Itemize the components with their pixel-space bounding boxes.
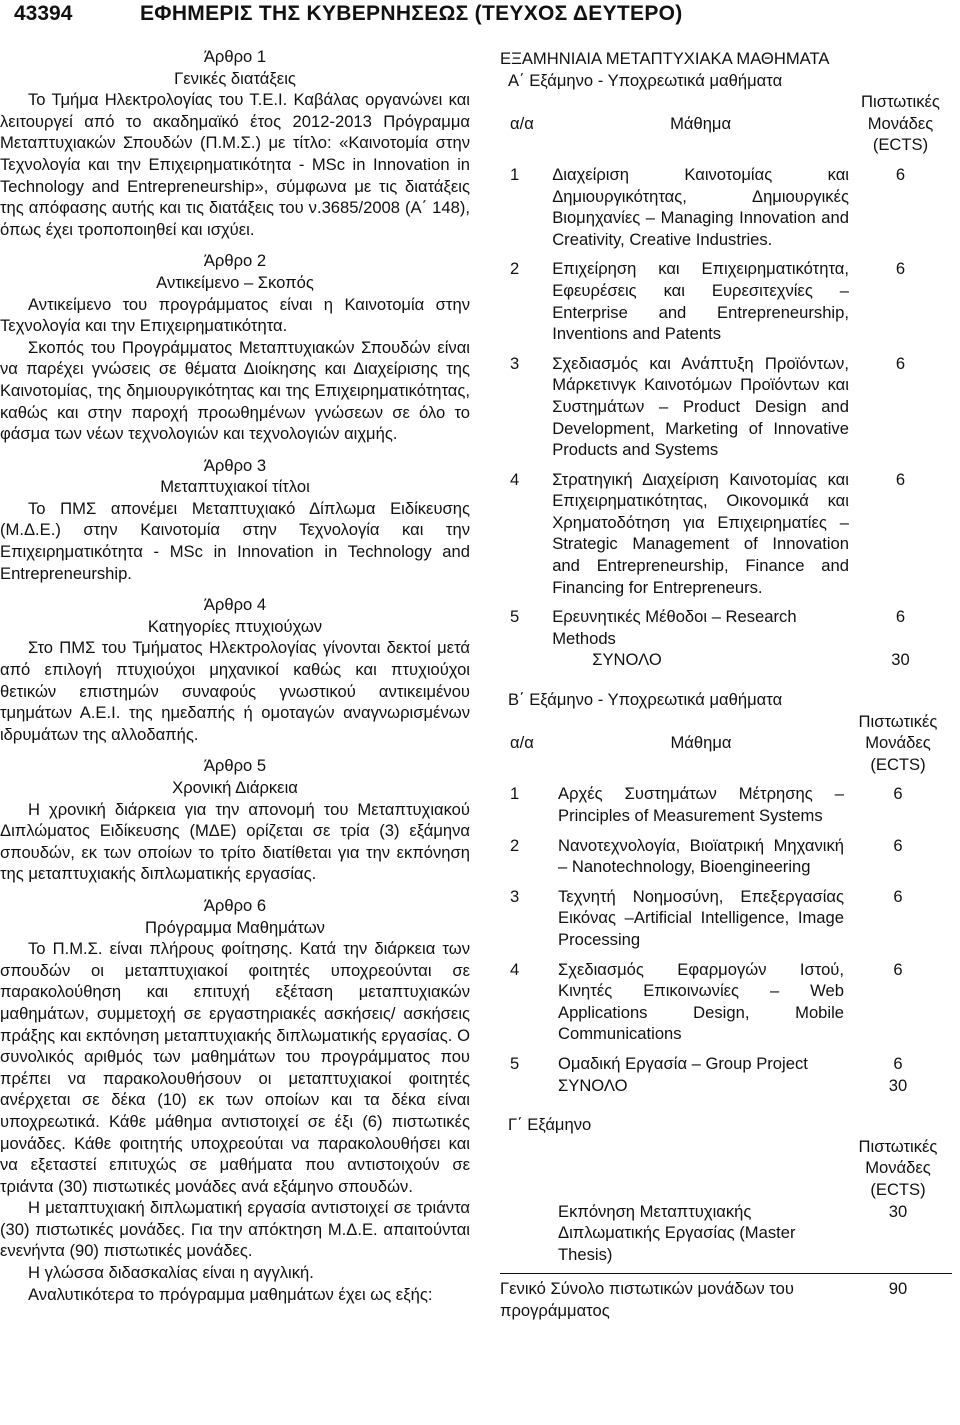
article-3-title: Άρθρο 3 bbox=[203, 455, 267, 475]
col-header-ects: Πιστωτικές Μονάδες (ECTS) bbox=[858, 1136, 938, 1199]
semester-c-table bbox=[500, 1136, 952, 1322]
row-number: 3 bbox=[510, 353, 520, 373]
left-column bbox=[0, 46, 470, 1305]
right-column bbox=[500, 48, 952, 1321]
page-header bbox=[0, 2, 960, 38]
semester-c-title: Γ΄ Εξάμηνο bbox=[508, 1115, 592, 1135]
article-6-paragraph: Το Π.Μ.Σ. είναι πλήρους φοίτησης. Κατά την διάρκεια των σπουδών οι μεταπτυχιακοί φοιτητές υποχρεούνται σε παρακολούθηση και επιτυχή εξέταση μεταπτυχιακών μαθημάτων, συμμετοχή σε εργαστηριακές ασκήσεις/ ασκήσεις πράξης και εκπόνηση μεταπτυχιακής διπλωματικής εργασίας. Ο συνολικός αριθμός των μαθημάτων του προγράμματος που πρέπει να παρακολουθήσουν οι μεταπτυχιακοί φοιτητές ανέρχεται σε δέκα (10) εκ των οποίων και τα δέκα είναι υποχρεωτικά. Κάθε μάθημα αντιστοιχεί σε έξι (6) πιστωτικές μονάδες. Κάθε φοιτητής υποχρεούται να παρακολουθήσει και να εξεταστεί επιτυχώς σε μαθήματα που αντιστοιχούν σε τριάντα (30) πιστωτικές μονάδες ανά εξάμηνο σπουδών. bbox=[0, 939, 470, 1196]
course-ects: 6 bbox=[893, 886, 903, 906]
col-header-course: Μάθημα bbox=[670, 113, 732, 133]
row-number: 5 bbox=[510, 1053, 520, 1073]
course-ects: 6 bbox=[893, 835, 903, 855]
table-row bbox=[500, 1053, 952, 1075]
grand-total-value: 90 bbox=[844, 1274, 952, 1322]
total-value: 30 bbox=[888, 1075, 908, 1095]
row-number: 3 bbox=[510, 886, 520, 906]
page-number: 43394 bbox=[14, 2, 73, 25]
table-row bbox=[500, 1201, 952, 1266]
col-header-ects: Πιστωτικές Μονάδες (ECTS) bbox=[858, 711, 938, 774]
course-name: Ερευνητικές Μέθοδοι – Research Methods bbox=[552, 607, 797, 648]
article-2-paragraph: Σκοπός του Προγράμματος Μεταπτυχιακών Σπουδών είναι να παρέχει γνώσεις σε θέματα Διοίκησης και Διαχείρισης της Καινοτομίας, της δημιουργικότητας και της Επιχειρηματικότητας, καθώς και στην παροχή προωθημένων γνώσεων σε όλο το φάσμα των νέων τεχνολογιών και τεχνολογιών αιχμής. bbox=[0, 337, 470, 444]
total-row bbox=[500, 649, 952, 675]
row-number: 2 bbox=[510, 835, 520, 855]
table-row bbox=[500, 606, 952, 649]
grand-total-label: Γενικό Σύνολο πιστωτικών μονάδων του προγράμματος bbox=[500, 1274, 844, 1322]
course-name: Σχεδιασμός και Ανάπτυξη Προϊόντων, Μάρκετινγκ Καινοτόμων Προϊόντων και Συστημάτων – Product Design and Development, Marketing of Innovative Products and Systems bbox=[552, 353, 849, 460]
row-number: 1 bbox=[510, 784, 520, 804]
course-ects: 30 bbox=[888, 1201, 908, 1221]
article-6-paragraph: Αναλυτικότερα το πρόγραμμα μαθημάτων έχει ως εξής: bbox=[28, 1284, 433, 1304]
table-row bbox=[500, 353, 952, 461]
grand-total-row bbox=[500, 1274, 952, 1322]
article-1-text: Το Τμήμα Ηλεκτρολογίας του Τ.Ε.Ι. Καβάλας οργανώνει και λειτουργεί από το ακαδημαϊκό έτος 2012-2013 Πρόγραμμα Μεταπτυχιακών Σπουδών (Π.Μ.Σ.) με τίτλο: «Καινοτομία στην Τεχνολογία και την Επιχειρηματικότητα - MSc in Innovation in Technology and Entrepreneurship», σύμφωνα με τις διατάξεις της απόφασης αυτής και τις διατάξεις του ν.3685/2008 (Α΄ 148), όπως έχει τροποποιηθεί και ισχύει. bbox=[0, 90, 470, 239]
course-ects: 6 bbox=[895, 164, 906, 184]
article-5-title: Άρθρο 5 bbox=[203, 756, 267, 776]
course-ects: 6 bbox=[893, 959, 903, 979]
course-ects: 6 bbox=[895, 607, 906, 627]
course-name: Νανοτεχνολογία, Βιοϊατρική Μηχανική – Nanotechnology, Bioengineering bbox=[558, 835, 844, 877]
col-header-aa: α/α bbox=[510, 733, 534, 753]
table-row bbox=[500, 835, 952, 878]
row-number: 4 bbox=[510, 959, 520, 979]
article-2-paragraph: Αντικείμενο του προγράμματος είναι η Καινοτομία στην Τεχνολογία και την Επιχειρηματικότητα. bbox=[0, 294, 470, 336]
row-number: 2 bbox=[510, 259, 520, 279]
course-ects: 6 bbox=[895, 259, 906, 279]
semester-b-table bbox=[500, 711, 952, 1101]
total-value: 30 bbox=[891, 650, 910, 670]
total-label: ΣΥΝΟΛΟ bbox=[558, 1075, 628, 1095]
gazette-title: ΕΦΗΜΕΡΙΣ ΤΗΣ ΚΥΒΕΡΝΗΣΕΩΣ (ΤΕΥΧΟΣ ΔΕΥΤΕΡΟ) bbox=[140, 2, 683, 25]
article-6-paragraph: Η γλώσσα διδασκαλίας είναι η αγγλική. bbox=[28, 1263, 314, 1283]
article-3-subtitle: Μεταπτυχιακοί τίτλοι bbox=[160, 477, 310, 497]
article-2-subtitle: Αντικείμενο – Σκοπός bbox=[156, 272, 314, 292]
article-6-title: Άρθρο 6 bbox=[203, 895, 267, 915]
article-3-text: Το ΠΜΣ απονέμει Μεταπτυχιακό Δίπλωμα Ειδίκευσης (Μ.Δ.Ε.) στην Καινοτομία στην Τεχνολογία και την Επιχειρηματικότητα - MSc in Innovation in Technology and Entrepreneurship. bbox=[0, 498, 470, 583]
course-name: Διαχείριση Καινοτομίας και Δημιουργικότητας, Δημιουργικές Βιομηχανίες – Managing Innovation and Creativity, Creative Industries. bbox=[552, 164, 849, 249]
course-ects: 6 bbox=[895, 469, 906, 489]
article-4-title: Άρθρο 4 bbox=[203, 595, 267, 615]
table-row bbox=[500, 959, 952, 1045]
course-name: Σχεδιασμός Εφαρμογών Ιστού, Κινητές Επικοινωνίες – Web Applications Design, Mobile Communications bbox=[558, 959, 844, 1044]
col-header-course: Μάθημα bbox=[670, 733, 732, 753]
course-name: Αρχές Συστημάτων Μέτρησης – Principles of Measurement Systems bbox=[558, 784, 844, 825]
course-ects: 6 bbox=[893, 1053, 903, 1073]
table-header-row bbox=[500, 1136, 952, 1201]
col-header-aa: α/α bbox=[510, 113, 534, 133]
table-row bbox=[500, 258, 952, 344]
row-number: 1 bbox=[510, 164, 520, 184]
table-row bbox=[500, 164, 952, 250]
table-row bbox=[500, 783, 952, 826]
table-header-row bbox=[500, 711, 952, 776]
article-5-subtitle: Χρονική Διάρκεια bbox=[172, 778, 298, 797]
course-ects: 6 bbox=[895, 353, 906, 373]
col-header-ects: Πιστωτικές Μονάδες (ECTS) bbox=[861, 92, 940, 155]
course-name: Εκπόνηση Μεταπτυχιακής Διπλωματικής Εργασίας (Master Thesis) bbox=[558, 1201, 796, 1264]
course-ects: 6 bbox=[893, 784, 903, 804]
article-2-title: Άρθρο 2 bbox=[203, 251, 267, 271]
courses-main-title: ΕΞΑΜΗΝΙΑΙΑ ΜΕΤΑΠΤΥΧΙΑΚΑ ΜΑΘΗΜΑΤΑ bbox=[500, 49, 830, 68]
course-name: Επιχείρηση και Επιχειρηματικότητα, Εφευρέσεις και Ευρεσιτεχνίες – Enterprise and Entrepreneurship, Inventions and Patents bbox=[552, 259, 849, 344]
semester-a-title: Α΄ Εξάμηνο - Υποχρεωτικά μαθήματα bbox=[508, 70, 783, 90]
row-number: 5 bbox=[510, 607, 520, 627]
table-row bbox=[500, 886, 952, 951]
course-name: Ομαδική Εργασία – Group Project bbox=[558, 1053, 808, 1073]
total-label: ΣΥΝΟΛΟ bbox=[592, 650, 662, 670]
course-name: Τεχνητή Νοημοσύνη, Επεξεργασίας Εικόνας –Artificial Intelligence, Image Processing bbox=[558, 886, 844, 949]
total-row bbox=[500, 1075, 952, 1101]
semester-a-table bbox=[500, 91, 952, 675]
article-1-title: Άρθρο 1 bbox=[203, 47, 267, 66]
course-name: Στρατηγική Διαχείριση Καινοτομίας και Επιχειρηματικότητας, Οικονομικά και Χρηματοδότηση για Επιχειρηματίες – Strategic Management of Innovation and Entrepreneurship, Finance and Financing for Entrepreneurs. bbox=[552, 469, 849, 597]
article-1-subtitle: Γενικές διατάξεις bbox=[174, 68, 296, 88]
article-6-subtitle: Πρόγραμμα Μαθημάτων bbox=[145, 917, 325, 937]
article-6-paragraph: Η μεταπτυχιακή διπλωματική εργασία αντιστοιχεί σε τριάντα (30) πιστωτικές μονάδες. Για την απόκτηση Μ.Δ.Ε. απαιτούνται ενενήντα (90) πιστωτικές μονάδες. bbox=[0, 1198, 470, 1261]
row-number: 4 bbox=[510, 469, 520, 489]
table-header-row bbox=[500, 91, 952, 156]
table-row bbox=[500, 469, 952, 599]
article-5-text: Η χρονική διάρκεια για την απονομή του Μεταπτυχιακού Διπλώματος Ειδίκευσης (ΜΔΕ) ορίζεται σε τρία (3) εξάμηνα σπουδών, εκ των οποίων το τρίτο διατίθεται για την εκπόνηση της μεταπτυχιακής διπλωματικής εργασίας. bbox=[0, 799, 470, 884]
article-4-subtitle: Κατηγορίες πτυχιούχων bbox=[147, 616, 323, 636]
article-4-text: Στο ΠΜΣ του Τμήματος Ηλεκτρολογίας γίνονται δεκτοί μετά από επιλογή πτυχιούχοι μηχανικοί καθώς και πτυχιούχοι θετικών επιστημών συναφούς γνωστικού αντικειμένου τμημάτων Α.Ε.Ι. της ημεδαπής ή ομοταγών αναγνωρισμένων ιδρυμάτων της αλλοδαπής. bbox=[0, 638, 470, 744]
semester-b-title: Β΄ Εξάμηνο - Υποχρεωτικά μαθήματα bbox=[508, 690, 783, 710]
